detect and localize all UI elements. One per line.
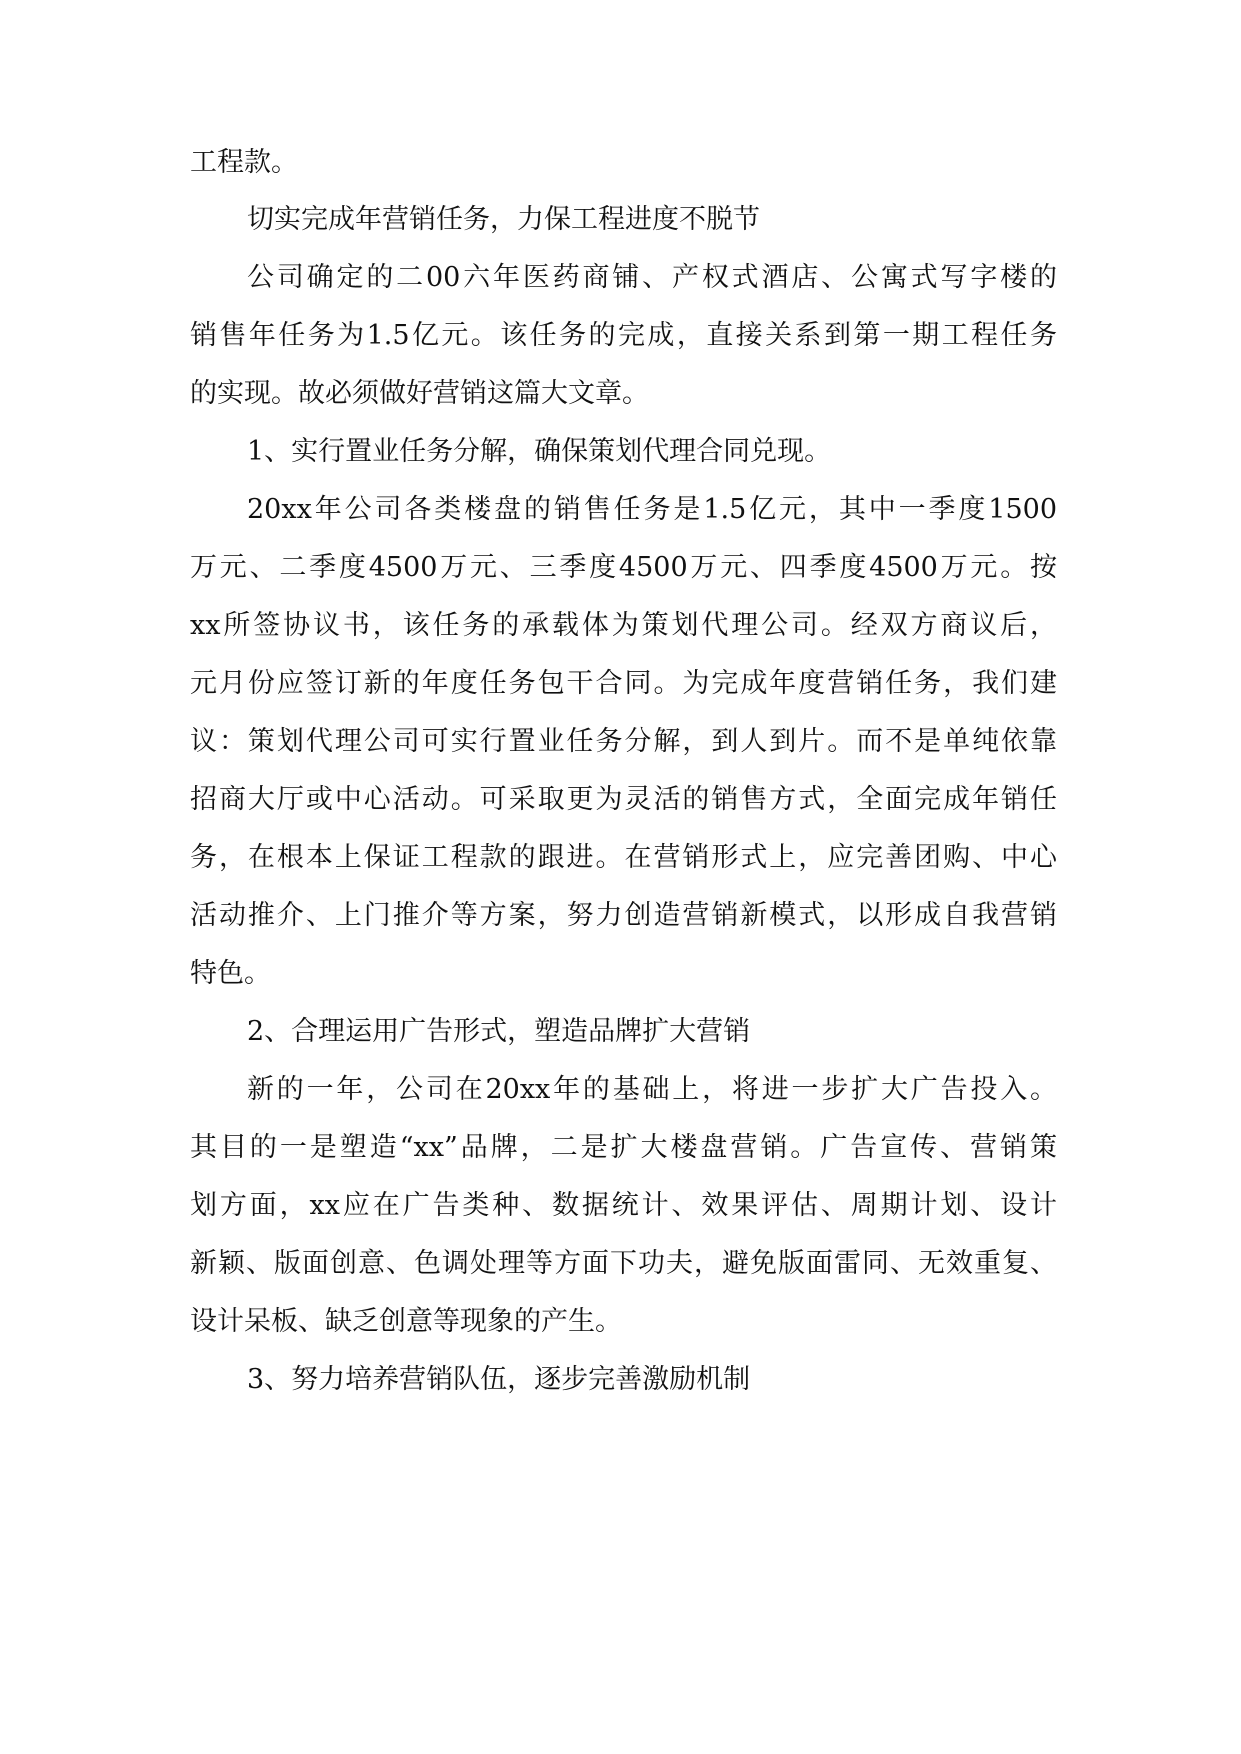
text-line: 万元、二季度4500万元、三季度4500万元、四季度4500万元。按 [190,552,1057,583]
section-heading: 2、合理运用广告形式，塑造品牌扩大营销 [247,1016,751,1047]
text-line: 公司确定的二00六年医药商铺、产权式酒店、公寓式写字楼的 [247,262,1057,293]
text-line: 划方面，xx应在广告类种、数据统计、效果评估、周期计划、设计 [190,1190,1057,1221]
text-line: 20xx年公司各类楼盘的销售任务是1.5亿元，其中一季度1500 [247,494,1057,525]
text-line: 招商大厅或中心活动。可采取更为灵活的销售方式，全面完成年销任 [190,784,1057,815]
text-line: 其目的一是塑造“xx”品牌，二是扩大楼盘营销。广告宣传、营销策 [190,1132,1057,1163]
text-line: 元月份应签订新的年度任务包干合同。为完成年度营销任务，我们建 [190,668,1057,699]
text-line: xx所签协议书，该任务的承载体为策划代理公司。经双方商议后， [190,610,1057,641]
text-line: 新颖、版面创意、色调处理等方面下功夫，避免版面雷同、无效重复、 [190,1248,1057,1279]
text-line: 议：策划代理公司可实行置业任务分解，到人到片。而不是单纯依靠 [190,726,1057,757]
text-line: 设计呆板、缺乏创意等现象的产生。 [190,1306,622,1337]
text-line: 工程款。 [190,147,298,178]
text-line: 销售年任务为1.5亿元。该任务的完成，直接关系到第一期工程任务 [190,320,1057,351]
text-line: 新的一年，公司在20xx年的基础上，将进一步扩大广告投入。 [247,1074,1057,1105]
text-line: 活动推介、上门推介等方案，努力创造营销新模式，以形成自我营销 [190,900,1057,931]
section-heading: 1、实行置业任务分解，确保策划代理合同兑现。 [247,436,832,467]
section-heading: 3、努力培养营销队伍，逐步完善激励机制 [247,1364,751,1395]
text-line: 特色。 [190,958,271,989]
text-line: 务，在根本上保证工程款的跟进。在营销形式上，应完善团购、中心 [190,842,1057,873]
text-line: 的实现。故必须做好营销这篇大文章。 [190,378,649,409]
section-heading: 切实完成年营销任务，力保工程进度不脱节 [247,204,760,235]
